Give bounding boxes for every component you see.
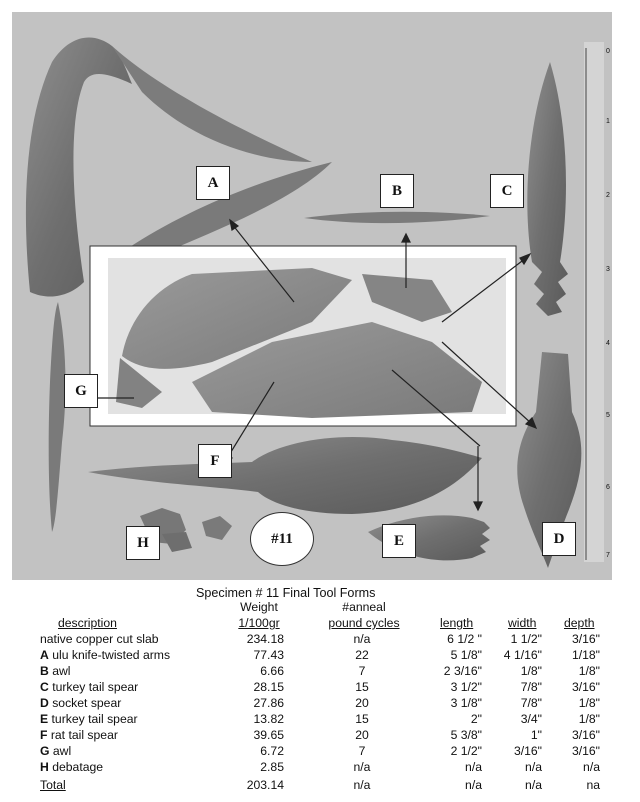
row-width: 7/8" (520, 680, 542, 694)
row-weight: 234.18 (246, 632, 284, 646)
ruler-tick: 7 (606, 552, 610, 559)
tool-forms-table (0, 584, 640, 802)
row-letter: H (40, 760, 49, 774)
label-c: C (490, 174, 524, 208)
ruler-tick: 6 (606, 484, 610, 491)
row-depth: 1/8" (578, 696, 600, 710)
row-description (40, 648, 170, 662)
row-letter: B (40, 664, 49, 678)
row-weight: 28.15 (253, 680, 284, 694)
ruler-tick: 0 (606, 48, 610, 55)
label-f: F (198, 444, 232, 478)
row-depth: 3/16" (571, 680, 600, 694)
row-depth: na (586, 778, 600, 792)
row-weight: 2.85 (260, 760, 284, 774)
ruler-tick: 4 (606, 340, 610, 347)
label-g: G (64, 374, 98, 408)
ruler-tick: 2 (606, 192, 610, 199)
row-letter: A (40, 648, 49, 662)
table-row (0, 712, 640, 728)
row-length: 2 3/16" (443, 664, 482, 678)
row-description (40, 696, 121, 710)
header-width: width (508, 616, 537, 630)
table-row (0, 632, 640, 648)
row-letter: D (40, 696, 49, 710)
row-description-text: awl (52, 744, 72, 758)
table-row (0, 664, 640, 680)
label-d: D (542, 522, 576, 556)
ruler-tick: 1 (606, 118, 610, 125)
row-letter: G (40, 744, 50, 758)
row-depth: n/a (583, 760, 600, 774)
row-anneal-cycles: 20 (355, 696, 369, 710)
row-description (40, 632, 159, 646)
row-anneal-cycles: 15 (355, 680, 369, 694)
row-length: 6 1/2 " (447, 632, 482, 646)
table-title: Specimen # 11 Final Tool Forms (196, 586, 376, 600)
row-depth: 3/16" (571, 728, 600, 742)
table-row (0, 648, 640, 664)
row-description-text: rat tail spear (50, 728, 118, 742)
specimen-number-tag: #11 (250, 512, 314, 566)
row-description-text: turkey tail spear (51, 712, 138, 726)
row-width: 1/8" (520, 664, 542, 678)
header-weight-unit: 1/100gr (238, 616, 280, 630)
row-description (40, 664, 71, 678)
row-weight: 203.14 (246, 778, 284, 792)
row-width: 1 1/2" (510, 632, 542, 646)
row-length: 2" (470, 712, 482, 726)
row-anneal-cycles: 7 (358, 744, 366, 758)
row-anneal-cycles: n/a (353, 632, 371, 646)
row-weight: 6.72 (260, 744, 284, 758)
row-width: n/a (525, 778, 542, 792)
table-row (0, 744, 640, 760)
row-letter: C (40, 680, 49, 694)
row-anneal-cycles: n/a (353, 778, 371, 792)
table-row (0, 760, 640, 776)
row-weight: 13.82 (253, 712, 284, 726)
row-width: 1" (530, 728, 542, 742)
row-description (40, 760, 103, 774)
table-row (0, 680, 640, 696)
row-anneal-cycles: 15 (355, 712, 369, 726)
row-weight: 77.43 (253, 648, 284, 662)
row-anneal-cycles: n/a (353, 760, 371, 774)
specimen-photo (12, 12, 612, 580)
row-width: 7/8" (520, 696, 542, 710)
table-row (0, 778, 640, 794)
header-depth: depth (564, 616, 595, 630)
row-description-text: turkey tail spear (52, 680, 139, 694)
row-length: 5 3/8" (450, 728, 482, 742)
label-b: B (380, 174, 414, 208)
row-weight: 6.66 (260, 664, 284, 678)
ruler-tick: 3 (606, 266, 610, 273)
header-length: length (440, 616, 474, 630)
row-width: 3/4" (520, 712, 542, 726)
ruler (584, 42, 604, 562)
row-description (40, 778, 66, 792)
ruler-tick: 5 (606, 412, 610, 419)
label-e: E (382, 524, 416, 558)
row-depth: 1/8" (578, 664, 600, 678)
row-length: 3 1/8" (450, 696, 482, 710)
row-length: n/a (465, 778, 482, 792)
row-length: 3 1/2" (450, 680, 482, 694)
row-description (40, 728, 118, 742)
row-weight: 39.65 (253, 728, 284, 742)
label-h: H (126, 526, 160, 560)
row-width: n/a (525, 760, 542, 774)
header-anneal: #anneal (342, 600, 386, 614)
row-anneal-cycles: 7 (358, 664, 366, 678)
row-description (40, 680, 138, 694)
header-anneal-cycles: pound cycles (328, 616, 400, 630)
row-depth: 1/8" (578, 712, 600, 726)
slab-inset (90, 246, 516, 426)
row-letter: F (40, 728, 48, 742)
row-anneal-cycles: 22 (355, 648, 369, 662)
table-row (0, 728, 640, 744)
row-length: 2 1/2" (450, 744, 482, 758)
row-description-text: debatage (52, 760, 104, 774)
row-depth: 3/16" (571, 632, 600, 646)
row-depth: 3/16" (571, 744, 600, 758)
row-width: 3/16" (513, 744, 542, 758)
header-description: description (58, 616, 117, 630)
label-a: A (196, 166, 230, 200)
table-row (0, 696, 640, 712)
row-description-text: native copper cut slab (40, 632, 159, 646)
row-description-text: Total (40, 778, 66, 792)
row-description-text: awl (52, 664, 71, 678)
row-description (40, 712, 138, 726)
row-description-text: socket spear (52, 696, 122, 710)
row-length: 5 1/8" (450, 648, 482, 662)
row-weight: 27.86 (253, 696, 284, 710)
row-letter: E (40, 712, 49, 726)
row-description-text: ulu knife-twisted arms (52, 648, 171, 662)
header-weight: Weight (240, 600, 278, 614)
row-depth: 1/18" (571, 648, 600, 662)
row-width: 4 1/16" (503, 648, 542, 662)
row-length: n/a (465, 760, 482, 774)
row-description (40, 744, 71, 758)
row-anneal-cycles: 20 (355, 728, 369, 742)
